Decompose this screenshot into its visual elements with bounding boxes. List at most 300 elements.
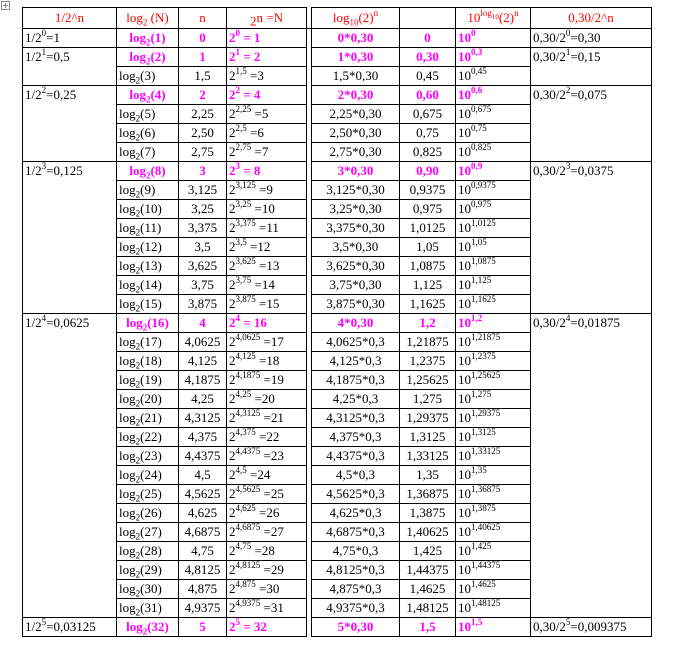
power-text: $2^{4,9375} =31$ [229,598,284,615]
table-move-handle-icon[interactable]: + [2,1,9,10]
n-text: 3,375 [187,220,218,235]
log10-value-text: 1,3875 [409,505,446,520]
ten-power-cell [456,67,531,86]
log2-text: $\log_2(20)$ [119,391,162,409]
ten-power-text: $10^{1,4625}$ [458,579,496,596]
n-text: 1 [199,49,206,64]
inverse-power-cell [23,561,117,580]
n-cell [179,143,227,162]
log2-text: $\log_2(2)$ [129,49,166,67]
ten-power-cell [456,219,531,238]
power-cell [227,219,307,238]
log2-text: $\log_2(32)$ [126,619,169,637]
ratio-cell [531,409,652,428]
ten-power-cell [456,504,531,523]
log10-value-text: 1,425 [412,543,443,558]
inverse-power-text: $1/2^3=0,125$ [25,161,83,179]
header-blank [400,8,456,29]
log10-text: 4,6875*0,3 [326,524,385,539]
ten-power-cell [456,428,531,447]
log2-cell [117,504,179,523]
log10-value-cell [400,314,456,333]
log10-value-cell [400,580,456,599]
table-row [23,295,652,314]
log2-cell [117,67,179,86]
power-cell [227,485,307,504]
log2-cell [117,333,179,352]
log2-cell [117,276,179,295]
n-cell [179,580,227,599]
n-text: 2,50 [191,125,214,140]
n-text: 4,8125 [184,562,221,577]
power-cell [227,257,307,276]
log10-text: 4,625*0,3 [329,505,382,520]
ten-power-cell [456,276,531,295]
log2-cell [117,124,179,143]
log10-text: 4,1875*0,3 [326,372,385,387]
inverse-power-cell [23,181,117,200]
ten-power-text: 10$^{0,45}$ [458,66,487,83]
n-cell [179,276,227,295]
header-row [23,8,652,29]
power-text: $2^{3,875} =15$ [229,294,280,311]
power-cell [227,29,307,48]
log2-cell [117,580,179,599]
n-text: 2 [199,87,206,102]
n-text: 4 [199,315,206,330]
inverse-power-cell [23,238,117,257]
log10-value-cell [400,162,456,181]
log10-cell [312,561,400,580]
ten-power-text: $10^{0,9375}$ [458,180,496,197]
power-text: $2^{4,75} =28$ [229,541,275,558]
log2-text: $\log_2(26)$ [119,505,162,523]
ten-power-cell [456,580,531,599]
ten-power-text: $10^{1,29375}$ [458,408,501,425]
log2-cell [117,295,179,314]
table-row [23,542,652,561]
table-row [23,580,652,599]
log10-cell [312,333,400,352]
n-text: 4,75 [191,543,214,558]
log10-value-cell [400,599,456,618]
n-text: 3,5 [194,239,211,254]
ten-power-cell [456,181,531,200]
log2-cell [117,352,179,371]
ten-power-cell [456,105,531,124]
log2-cell [117,200,179,219]
header-ten-power-text: $10^{log_{10}}(2)^n$ [467,7,519,25]
power-text: $2^2 = 4$ [229,85,261,102]
log10-cell [312,371,400,390]
log10-value-text: 1,44375 [406,562,449,577]
ratio-cell [531,143,652,162]
inverse-power-cell [23,67,117,86]
n-cell [179,523,227,542]
power-text: $2^{3,5} =12$ [229,237,271,254]
log2-text: $\log_2(25)$ [119,486,162,504]
inverse-power-cell [23,86,117,105]
inverse-power-cell [23,124,117,143]
log10-cell [312,352,400,371]
ten-power-text: 10$^{1,35}$ [458,465,487,482]
ten-power-text: $10^{1,21875}$ [458,332,501,349]
log10-cell [312,105,400,124]
power-text: $2^{4,0625} =17$ [229,332,284,349]
n-cell [179,200,227,219]
log10-cell [312,542,400,561]
ten-power-text: 10$^{0,6}$ [458,85,483,102]
table-row [23,599,652,618]
ten-power-text: $10^{1,0125}$ [458,218,496,235]
power-cell [227,333,307,352]
power-text: $2^{3,375} =11$ [229,218,279,235]
power-cell [227,67,307,86]
ratio-text: $0,30/2^4=0,01875$ [533,313,620,331]
log10-text: 2,75*0,30 [329,144,382,159]
log10-text: 4,875*0,3 [329,581,382,596]
n-text: 0 [199,30,206,45]
table-row [23,238,652,257]
ratio-cell [531,504,652,523]
log2-cell [117,29,179,48]
log10-value-cell [400,504,456,523]
log10-value-cell [400,561,456,580]
log2-text: $\log_2(23)$ [119,448,162,466]
log10-value-text: 0,675 [412,106,443,121]
power-text: $2^{3,25} =10$ [229,199,275,216]
log2-text: $\log_2(10)$ [119,201,162,219]
power-text: $2^{3,125} =9$ [229,180,273,197]
log10-cell [312,219,400,238]
log2-text: $\log_2(15)$ [119,296,162,314]
log10-value-cell [400,390,456,409]
log10-text: 4,75*0,3 [332,543,379,558]
n-cell [179,447,227,466]
n-cell [179,542,227,561]
log10-value-cell [400,238,456,257]
ten-power-text: 10$^{1,2}$ [458,313,483,330]
inverse-power-cell [23,162,117,181]
ratio-cell [531,257,652,276]
log10-text: 2*0,30 [337,87,374,102]
n-cell [179,257,227,276]
inverse-power-cell [23,333,117,352]
log2-text: $\log_2(11)$ [119,220,162,238]
log2-text: $\log_2(21)$ [119,410,162,428]
log10-value-text: 0,9375 [409,182,446,197]
power-text: $2^{4,1875} =19$ [229,370,284,387]
ten-power-cell [456,599,531,618]
n-text: 4,6875 [184,524,221,539]
log10-value-text: 0,60 [416,87,439,102]
ten-power-text: 10$^{0,75}$ [458,123,487,140]
log2-text: $\log_2(22)$ [119,429,162,447]
log10-cell [312,599,400,618]
n-cell [179,67,227,86]
table-row [23,86,652,105]
log10-value-text: 0,90 [416,163,439,178]
n-cell [179,599,227,618]
log2-text: $\log_2(6)$ [119,125,156,143]
n-cell [179,561,227,580]
header-log2 [117,8,179,29]
log10-cell [312,466,400,485]
n-cell [179,105,227,124]
log2-cell [117,143,179,162]
ten-power-cell [456,485,531,504]
ratio-cell [531,390,652,409]
log2-text: $\log_2(8)$ [129,163,166,181]
ten-power-cell [456,162,531,181]
ratio-cell [531,599,652,618]
ratio-cell [531,48,652,67]
n-cell [179,295,227,314]
log10-value-text: 1,3125 [409,429,446,444]
log10-cell [312,143,400,162]
ratio-cell [531,485,652,504]
power-text: $2^{4,6875} =27$ [229,522,284,539]
log10-value-cell [400,428,456,447]
log2-text: $\log_2(28)$ [119,543,162,561]
ten-power-cell [456,238,531,257]
log2-text: $\log_2(19)$ [119,372,162,390]
ratio-cell [531,447,652,466]
log10-text: 3,125*0,30 [326,182,385,197]
n-cell [179,29,227,48]
n-cell [179,48,227,67]
log10-value-cell [400,371,456,390]
log10-text: 2,25*0,30 [329,106,382,121]
log10-cell [312,124,400,143]
log2-text: $\log_2(27)$ [119,524,162,542]
ratio-cell [531,466,652,485]
inverse-power-cell [23,143,117,162]
table-row [23,371,652,390]
n-text: 4,25 [191,391,214,406]
log10-value-text: 0,30 [416,49,439,64]
power-cell [227,447,307,466]
log10-cell [312,86,400,105]
table-row [23,276,652,295]
ten-power-cell [456,409,531,428]
ratio-cell [531,580,652,599]
table-row [23,409,652,428]
ratio-text: $0,30/2^0=0,30$ [533,28,601,45]
log10-value-cell [400,257,456,276]
log10-value-cell [400,124,456,143]
log10-text: 4,0625*0,3 [326,334,385,349]
n-cell [179,428,227,447]
log10-text: 3,75*0,30 [329,277,382,292]
inverse-power-cell [23,29,117,48]
ten-power-text: $10^0$ [458,28,476,45]
ten-power-text: $10^{1,40625}$ [458,522,501,539]
power-cell [227,295,307,314]
ten-power-text: 10$^{1,425}$ [458,541,492,558]
power-cell [227,390,307,409]
log10-value-text: 1,4625 [409,581,446,596]
ten-power-text: 10$^{0,3}$ [458,47,483,64]
n-text: 4,125 [187,353,218,368]
ratio-cell [531,238,652,257]
log10-text: 3,875*0,30 [326,296,385,311]
power-text: $2^{3,625} =13$ [229,256,280,273]
log2-cell [117,314,179,333]
log10-text: 4,9375*0,3 [326,600,385,615]
log10-text: 4,375*0,3 [329,429,382,444]
table-row [23,200,652,219]
n-cell [179,409,227,428]
table-row [23,124,652,143]
power-cell [227,143,307,162]
n-cell [179,504,227,523]
inverse-power-cell [23,618,117,637]
ten-power-cell [456,523,531,542]
ratio-cell [531,542,652,561]
log10-text: 4,4375*0,3 [326,448,385,463]
log2-cell [117,371,179,390]
ten-power-cell [456,48,531,67]
header-ratio [531,8,652,29]
log10-cell [312,200,400,219]
power-cell [227,428,307,447]
power-text: $2^{4,8125} =29$ [229,560,284,577]
power-cell [227,504,307,523]
header-power [227,8,307,29]
log10-value-text: 1,40625 [406,524,449,539]
log10-text: 4,25*0,3 [332,391,379,406]
table-row [23,466,652,485]
ten-power-cell [456,466,531,485]
power-text: $2^{4,4375} =23$ [229,446,284,463]
ratio-cell [531,200,652,219]
inverse-power-text: $1/2^2=0,25$ [25,85,77,103]
log2-cell [117,428,179,447]
ratio-cell [531,162,652,181]
log10-text: 4,3125*0,3 [326,410,385,425]
log10-text: 2,50*0,30 [329,125,382,140]
log2-text: $\log_2(7)$ [119,144,156,162]
power-text: $2^1 = 2$ [229,47,261,64]
log10-value-text: 1,33125 [406,448,449,463]
power-text: $2^{4,125} =18$ [229,351,280,368]
n-text: 4,5625 [184,486,221,501]
power-text: $2^{4,5} =24$ [229,465,271,482]
power-text: $2^{2,25} =5$ [229,104,269,121]
ratio-cell [531,561,652,580]
n-cell [179,181,227,200]
table-body [23,8,652,637]
log10-value-cell [400,618,456,637]
log2-text: $\log_2(3)$ [119,68,156,86]
log2-cell [117,390,179,409]
log10-text: 5*0,30 [337,619,374,634]
n-cell [179,124,227,143]
ten-power-cell [456,257,531,276]
log10-value-cell [400,181,456,200]
inverse-power-cell [23,580,117,599]
log10-value-text: 1,2375 [409,353,446,368]
log10-cell [312,29,400,48]
log2-cell [117,561,179,580]
log2-cell [117,105,179,124]
ratio-text: $0,30/2^2=0,075$ [533,85,607,103]
log10-text: 3*0,30 [337,163,374,178]
n-text: 2,25 [191,106,214,121]
log2-cell [117,485,179,504]
ratio-cell [531,371,652,390]
n-text: 3,25 [191,201,214,216]
log10-text: 1,5*0,30 [332,68,379,83]
inverse-power-cell [23,295,117,314]
log10-text: 3,5*0,30 [332,239,379,254]
ten-power-text: $10^{1,1625}$ [458,294,496,311]
n-cell [179,390,227,409]
ten-power-text: $10^{1,44375}$ [458,560,501,577]
header-inverse-power-text: 1/2^n [54,10,85,25]
log10-cell [312,295,400,314]
log10-cell [312,428,400,447]
log10-value-cell [400,86,456,105]
log2-text: $\log_2(24)$ [119,467,162,485]
log2-text: $\log_2(4)$ [129,87,166,105]
log10-text: 3,25*0,30 [329,201,382,216]
inverse-power-cell [23,200,117,219]
inverse-power-cell [23,523,117,542]
power-text: $2^{4,625} =26$ [229,503,280,520]
inverse-power-cell [23,504,117,523]
n-cell [179,238,227,257]
table-row [23,48,652,67]
power-text: $2^4 = 16$ [229,313,267,330]
ten-power-cell [456,371,531,390]
n-text: 3,625 [187,258,218,273]
log10-value-text: 1,21875 [406,334,449,349]
log10-cell [312,48,400,67]
table-row [23,618,652,637]
log-table [22,7,652,637]
log10-cell [312,447,400,466]
log10-cell [312,523,400,542]
power-cell [227,371,307,390]
ten-power-cell [456,542,531,561]
log2-text: $\log_2(18)$ [119,353,162,371]
log2-text: $\log_2(14)$ [119,277,162,295]
log2-text: $\log_2(29)$ [119,562,162,580]
n-cell [179,485,227,504]
log10-cell [312,181,400,200]
ten-power-cell [456,333,531,352]
log10-value-cell [400,105,456,124]
log10-value-text: 1,0125 [409,220,446,235]
power-cell [227,618,307,637]
log10-value-text: 0 [424,30,431,45]
ten-power-text: 10$^{0,975}$ [458,199,492,216]
log2-cell [117,86,179,105]
header-power-text: $_2$n =N [250,10,283,29]
log10-value-cell [400,295,456,314]
n-text: 4,9375 [184,600,221,615]
inverse-power-cell [23,352,117,371]
ten-power-cell [456,143,531,162]
ten-power-cell [456,86,531,105]
header-log2-text: $\log_2 (N)$ [126,10,169,28]
log10-cell [312,485,400,504]
ratio-text: $0,30/2^3=0,0375$ [533,161,614,179]
table-row [23,428,652,447]
log10-value-cell [400,466,456,485]
